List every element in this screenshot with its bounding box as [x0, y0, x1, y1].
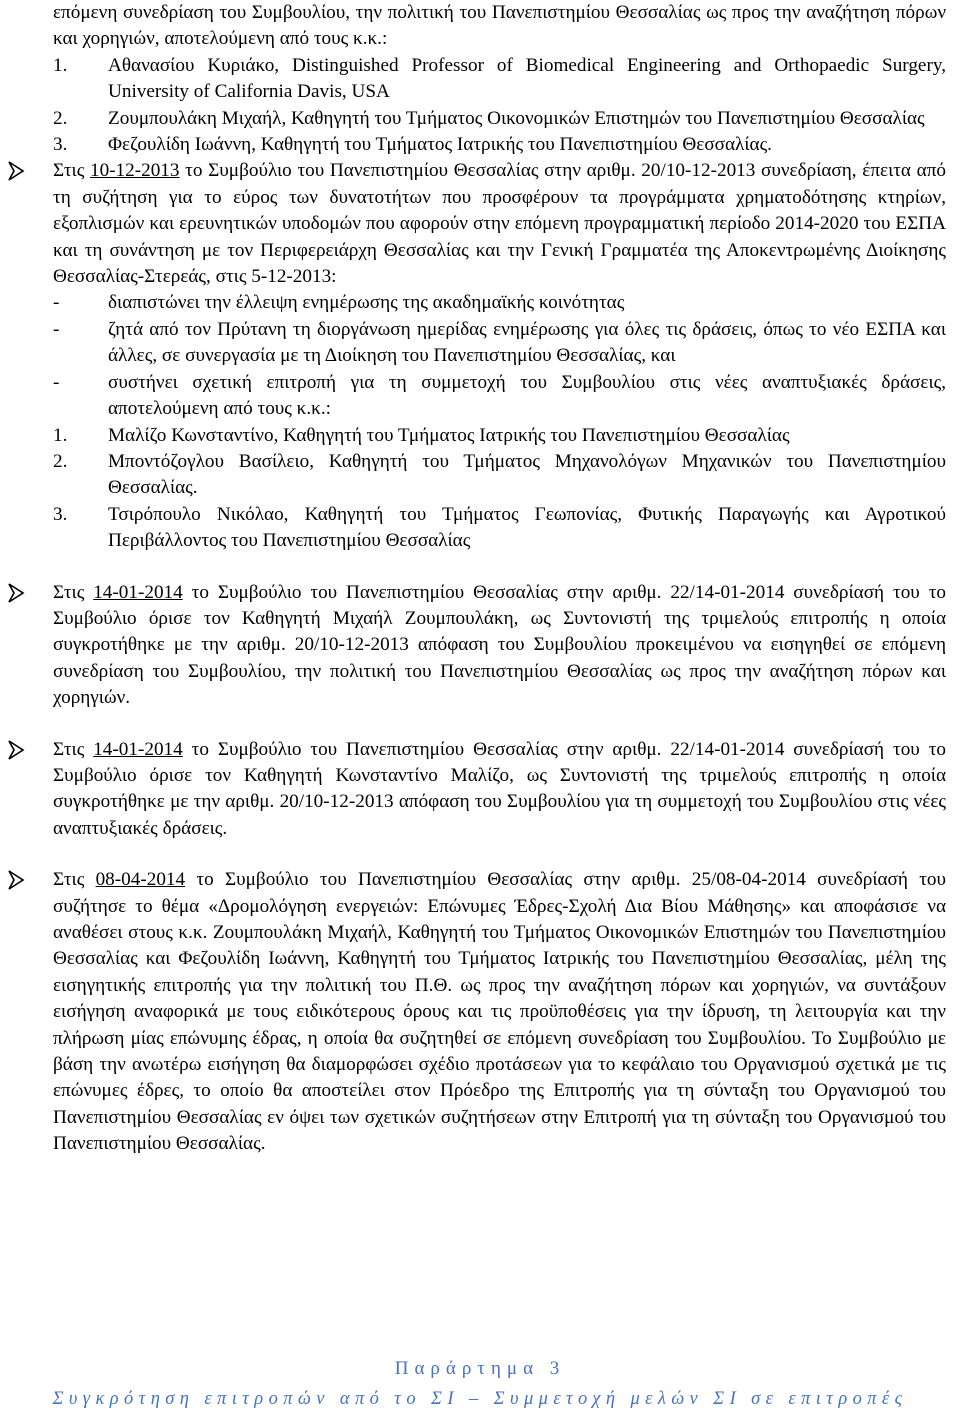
list-item: 3. Φεζουλίδη Ιωάννη, Καθηγητή του Τμήματος Ιατρικής του Πανεπιστημίου Θεσσαλίας.: [53, 134, 772, 156]
arrow-bullet-icon: [3, 158, 29, 184]
list-item: 1. Μαλίζο Κωνσταντίνο, Καθηγητή του Τμήματος Ιατρικής του Πανεπιστημίου Θεσσαλίας: [53, 424, 790, 446]
dash-item: - ζητά από τον Πρύτανη τη διοργάνωση ημερίδας ενημέρωσης για όλες τις δράσεις, όπως το νέο ΕΣΠΑ και άλλες, σε συνεργασία με τη Διοίκηση του Πανεπιστημίου Θεσσαλίας, και: [53, 318, 946, 367]
arrow-bullet-icon: [3, 737, 29, 763]
list-item: 2. Ζουμπουλάκη Μιχαήλ, Καθηγητή του Τμήματος Οικονομικών Επιστημών του Πανεπιστημίου Θεσσαλίας: [53, 107, 925, 129]
bullet-paragraph-1: Στις 10-12-2013 το Συμβούλιο του Πανεπιστημίου Θεσσαλίας στην αριθμ. 20/10-12-2013 συνεδρίαση, έπειτα από τη συζήτηση για το εύρος των δυνατοτήτων που προσφέρουν τα προγράμματα χρηματοδότησης κτηρίων, εξοπλισμών και ερευνητικών υποδομών που αφορούν στην επόμενη προγραμματική περίοδο 2014-2020 του ΕΣΠΑ και τη συνάντηση με τον Περιφερειάρχη Θεσσαλίας και την Γενική Γραμματέα της Αποκεντρωμένης Διοίκησης Θεσσαλίας-Στερεάς, στις 5-12-2013:: [53, 158, 946, 290]
list-item: 3. Τσιρόπουλο Νικόλαο, Καθηγητή του Τμήματος Γεωπονίας, Φυτικής Παραγωγής και Αγροτικού Περιβάλλοντος του Πανεπιστημίου Θεσσαλίας: [53, 503, 946, 552]
meeting-date: 08-04-2014: [95, 869, 186, 891]
appendix-title: Παράρτημα 3: [394, 1358, 566, 1379]
bullet-paragraph-2: Στις 14-01-2014 το Συμβούλιο του Πανεπιστημίου Θεσσαλίας στην αριθμ. 22/14-01-2014 συνεδρίασή του το Συμβούλιο όρισε τον Καθηγητή Μιχαήλ Ζουμπουλάκη, ως Συντονιστή της τριμελούς επιτροπής η οποία συγκροτήθηκε με την αριθμ. 20/10-12-2013 απόφαση του Συμβουλίου προκειμένου να εισηγηθεί σε επόμενη συνεδρίαση του Συμβουλίου, την πολιτική του Πανεπιστημίου Θεσσαλίας ως προς την αναζήτηση πόρων και χορηγιών.: [53, 580, 946, 712]
arrow-bullet-icon: [3, 867, 29, 893]
intro-paragraph: επόμενη συνεδρίαση του Συμβουλίου, την πολιτική του Πανεπιστημίου Θεσσαλίας ως προς την αναζήτηση πόρων και χορηγιών, αποτελούμενη από τους κ.κ.:: [53, 2, 946, 50]
appendix-subtitle: Συγκρότηση επιτροπών από το ΣΙ – Συμμετοχή μελών ΣΙ σε επιτροπές: [52, 1389, 908, 1409]
dash-list: [53, 290, 946, 422]
intro-list: [53, 53, 946, 159]
committee-list: [53, 423, 946, 555]
arrow-bullet-icon: [3, 580, 29, 606]
meeting-date: 14-01-2014: [93, 738, 183, 760]
list-item: 2. Μποντόζογλου Βασίλειο, Καθηγητή του Τμήματος Μηχανολόγων Μηχανικών του Πανεπιστημίου Θεσσαλίας.: [53, 450, 946, 499]
bullet-paragraph-4: Στις 08-04-2014 το Συμβούλιο του Πανεπιστημίου Θεσσαλίας στην αριθμ. 25/08-04-2014 συνεδρίασή του συζήτησε το θέμα «Δρομολόγηση ενεργειών: Επώνυμες Έδρες-Σχολή Δια Βίου Μάθησης» και αποφάσισε να αναθέσει στους κ.κ. Ζουμπουλάκη Μιχαήλ, Καθηγητή του Τμήματος Οικονομικών Επιστημών του Πανεπιστημίου Θεσσαλίας και Φεζουλίδη Ιωάννη, Καθηγητή του Τμήματος Ιατρικής του Πανεπιστημίου Θεσσαλίας, μέλη της εισηγητικής επιτροπής για την πολιτική του Π.Θ. ως προς την αναζήτηση πόρων και χορηγιών, να συντάξουν εισήγηση αναφορικά με τους ειδικότερους όρους και τις προϋποθέσεις για την ίδρυση, τη λειτουργία και την πλήρωση μίας επώνυμης έδρας, η οποία θα συζητηθεί σε επόμενη συνεδρίαση του Συμβουλίου. Το Συμβούλιο με βάση την ανωτέρω εισήγηση θα διαμορφώσει σχέδιο προτάσεων για το κεφάλαιο του Οργανισμού σχετικά με τις επώνυμες έδρες, το οποίο θα αποστείλει στον Πρόεδρο της Επιτροπής για τη σύνταξη του Οργανισμού του Πανεπιστημίου Θεσσαλίας εν όψει των σχετικών συζητήσεων στην Επιτροπή για τη σύνταξη του Οργανισμού του Πανεπιστημίου Θεσσαλίας.: [53, 867, 946, 1157]
list-item: 1. Αθανασίου Κυριάκο, Distinguished Professor of Biomedical Engineering and Orthopaedic Surgery, University of California Davis, USA: [53, 54, 946, 103]
bullet-paragraph-3: Στις 14-01-2014 το Συμβούλιο του Πανεπιστημίου Θεσσαλίας στην αριθμ. 22/14-01-2014 συνεδρίασή του το Συμβούλιο όρισε τον Καθηγητή Κωνσταντίνο Μαλίζο, ως Συντονιστή της τριμελούς επιτροπής η οποία συγκροτήθηκε με την αριθμ. 20/10-12-2013 απόφαση του Συμβουλίου για τη συμμετοχή του Συμβουλίου στις νέες αναπτυξιακές δράσεις.: [53, 737, 946, 843]
dash-item: - συστήνει σχετική επιτροπή για τη συμμετοχή του Συμβουλίου στις νέες αναπτυξιακές δράσεις, αποτελούμενη από τους κ.κ.:: [53, 371, 946, 420]
meeting-date: 14-01-2014: [93, 581, 183, 603]
meeting-date: 10-12-2013: [89, 160, 180, 182]
dash-item: - διαπιστώνει την έλλειψη ενημέρωσης της ακαδημαϊκής κοινότητας: [53, 292, 625, 314]
